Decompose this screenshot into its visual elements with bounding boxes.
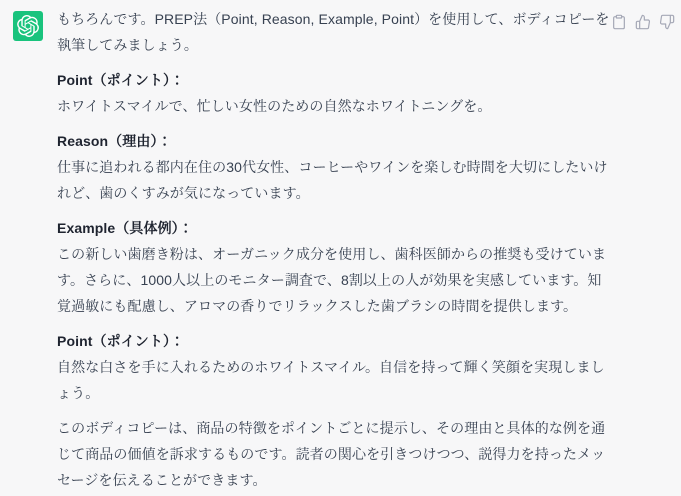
section-heading-point-1: Point（ポイント）： [57,72,185,88]
prep-section-example [57,215,614,319]
thumbs-down-icon [659,14,675,30]
thumbs-up-icon [635,14,651,30]
prep-section-point-1 [57,67,614,119]
prep-section-reason [57,128,614,206]
section-body-point-1: ホワイトスマイルで、忙しい女性のための自然なホワイトニングを。 [57,98,492,114]
section-heading-point-2: Point（ポイント）： [57,333,185,349]
conclusion-paragraph: このボディコピーは、商品の特徴をポイントごとに提示し、その理由と具体的な例を通じて商品の価値を訴求するものです。読者の関心を引きつけつつ、説得力を持ったメッセージを伝えることができます。 [57,420,606,488]
prep-section-point-2 [57,328,614,406]
clipboard-icon [611,14,627,30]
section-heading-reason: Reason（理由）： [57,133,172,149]
section-heading-example: Example（具体例）： [57,220,193,236]
message-content [57,6,614,493]
message-actions [610,13,675,30]
thumbs-up-button[interactable] [634,13,651,30]
section-body-reason: 仕事に追われる都内在住の30代女性、コーヒーやワインを楽しむ時間を大切にしたいけれど、歯のくすみが気になっています。 [57,159,608,201]
section-body-example: この新しい歯磨き粉は、オーガニック成分を使用し、歯科医師からの推奨も受けています。さらに、1000人以上のモニター調査で、8割以上の人が効果を実感しています。知覚過敏にも配慮し、アロマの香りでリラックスした歯ブラシの時間を提供します。 [57,246,607,314]
copy-button[interactable] [610,13,627,30]
section-body-point-2: 自然な白さを手に入れるためのホワイトスマイル。自信を持って輝く笑顔を実現しましょう。 [57,359,605,401]
assistant-avatar [13,11,43,41]
thumbs-down-button[interactable] [658,13,675,30]
openai-logo-icon [17,15,39,37]
intro-paragraph: もちろんです。PREP法（Point, Reason, Example, Point）を使用して、ボディコピーを執筆してみましょう。 [57,11,610,53]
